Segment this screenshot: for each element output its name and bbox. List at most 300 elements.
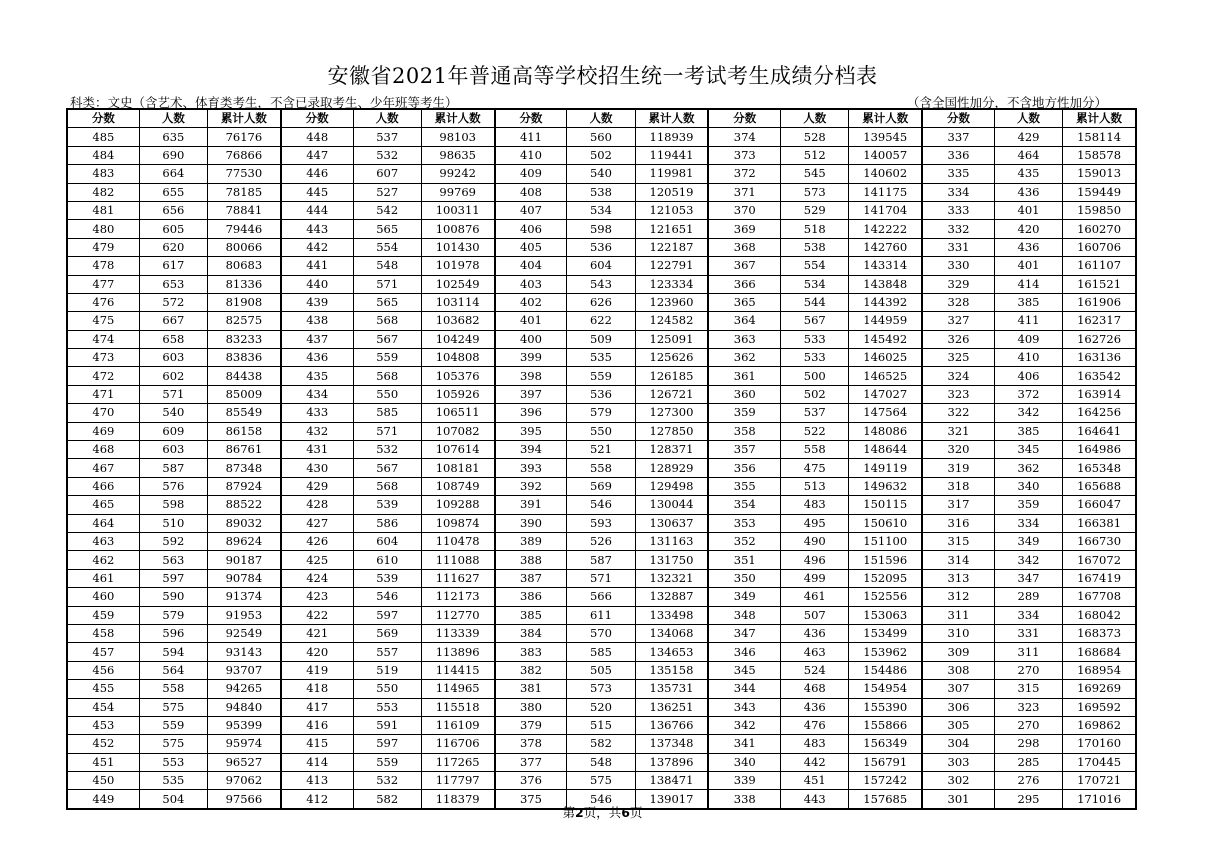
cell-score: 420 bbox=[281, 643, 353, 661]
cell-count: 603 bbox=[139, 349, 207, 367]
cell-cumulative: 81336 bbox=[208, 275, 281, 293]
cell-score: 334 bbox=[922, 183, 994, 201]
cell-cumulative: 116706 bbox=[421, 735, 494, 753]
cell-cumulative: 143848 bbox=[849, 275, 922, 293]
header-count: 人数 bbox=[139, 109, 207, 128]
cell-cumulative: 127300 bbox=[635, 404, 708, 422]
cell-cumulative: 163914 bbox=[1063, 385, 1136, 403]
cell-count: 587 bbox=[567, 551, 635, 569]
header-count: 人数 bbox=[353, 109, 421, 128]
cell-score: 375 bbox=[495, 790, 567, 809]
cell-cumulative: 107614 bbox=[421, 441, 494, 459]
cell-cumulative: 107082 bbox=[421, 422, 494, 440]
cell-cumulative: 159850 bbox=[1063, 201, 1136, 219]
cell-cumulative: 111627 bbox=[421, 569, 494, 587]
cell-count: 285 bbox=[994, 753, 1062, 771]
cell-count: 519 bbox=[353, 661, 421, 679]
cell-count: 593 bbox=[567, 514, 635, 532]
cell-score: 374 bbox=[708, 128, 780, 146]
cell-score: 319 bbox=[922, 459, 994, 477]
cell-count: 546 bbox=[567, 496, 635, 514]
cell-score: 461 bbox=[67, 569, 139, 587]
cell-count: 622 bbox=[567, 312, 635, 330]
cell-score: 365 bbox=[708, 293, 780, 311]
cell-cumulative: 122791 bbox=[635, 257, 708, 275]
cell-count: 323 bbox=[994, 698, 1062, 716]
cell-score: 462 bbox=[67, 551, 139, 569]
cell-cumulative: 138471 bbox=[635, 772, 708, 790]
table-row bbox=[67, 680, 1136, 698]
cell-score: 328 bbox=[922, 293, 994, 311]
cell-cumulative: 125626 bbox=[635, 349, 708, 367]
cell-count: 502 bbox=[567, 146, 635, 164]
cell-cumulative: 142222 bbox=[849, 220, 922, 238]
cell-score: 358 bbox=[708, 422, 780, 440]
cell-cumulative: 93143 bbox=[208, 643, 281, 661]
cell-score: 397 bbox=[495, 385, 567, 403]
table-row bbox=[67, 201, 1136, 219]
cell-cumulative: 137896 bbox=[635, 753, 708, 771]
cell-count: 611 bbox=[567, 606, 635, 624]
cell-score: 401 bbox=[495, 312, 567, 330]
cell-count: 538 bbox=[781, 238, 849, 256]
cell-cumulative: 126721 bbox=[635, 385, 708, 403]
cell-score: 448 bbox=[281, 128, 353, 146]
header-score: 分数 bbox=[281, 109, 353, 128]
table-row bbox=[67, 624, 1136, 642]
cell-count: 436 bbox=[781, 624, 849, 642]
header-count: 人数 bbox=[994, 109, 1062, 128]
cell-count: 529 bbox=[781, 201, 849, 219]
cell-score: 349 bbox=[708, 588, 780, 606]
cell-count: 526 bbox=[567, 532, 635, 550]
cell-cumulative: 83836 bbox=[208, 349, 281, 367]
cell-cumulative: 86761 bbox=[208, 441, 281, 459]
cell-score: 331 bbox=[922, 238, 994, 256]
cell-cumulative: 125091 bbox=[635, 330, 708, 348]
cell-score: 441 bbox=[281, 257, 353, 275]
cell-count: 342 bbox=[994, 551, 1062, 569]
cell-cumulative: 144392 bbox=[849, 293, 922, 311]
cell-cumulative: 78841 bbox=[208, 201, 281, 219]
cell-cumulative: 128371 bbox=[635, 441, 708, 459]
cell-count: 540 bbox=[139, 404, 207, 422]
cell-count: 342 bbox=[994, 404, 1062, 422]
cell-cumulative: 108749 bbox=[421, 477, 494, 495]
cell-count: 565 bbox=[353, 220, 421, 238]
cell-count: 509 bbox=[567, 330, 635, 348]
cell-cumulative: 166381 bbox=[1063, 514, 1136, 532]
cell-score: 323 bbox=[922, 385, 994, 403]
cell-score: 316 bbox=[922, 514, 994, 532]
cell-cumulative: 144959 bbox=[849, 312, 922, 330]
cell-cumulative: 114965 bbox=[421, 680, 494, 698]
cell-count: 276 bbox=[994, 772, 1062, 790]
cell-score: 463 bbox=[67, 532, 139, 550]
cell-score: 413 bbox=[281, 772, 353, 790]
cell-cumulative: 167072 bbox=[1063, 551, 1136, 569]
cell-score: 335 bbox=[922, 165, 994, 183]
cell-score: 438 bbox=[281, 312, 353, 330]
cell-cumulative: 147564 bbox=[849, 404, 922, 422]
cell-count: 451 bbox=[781, 772, 849, 790]
cell-count: 385 bbox=[994, 422, 1062, 440]
cell-cumulative: 114415 bbox=[421, 661, 494, 679]
cell-cumulative: 95974 bbox=[208, 735, 281, 753]
cell-count: 520 bbox=[567, 698, 635, 716]
cell-score: 443 bbox=[281, 220, 353, 238]
cell-score: 354 bbox=[708, 496, 780, 514]
cell-cumulative: 79446 bbox=[208, 220, 281, 238]
cell-cumulative: 129498 bbox=[635, 477, 708, 495]
cell-cumulative: 115518 bbox=[421, 698, 494, 716]
cell-score: 359 bbox=[708, 404, 780, 422]
cell-score: 332 bbox=[922, 220, 994, 238]
cell-score: 379 bbox=[495, 716, 567, 734]
cell-cumulative: 119981 bbox=[635, 165, 708, 183]
cell-cumulative: 169862 bbox=[1063, 716, 1136, 734]
cell-cumulative: 90187 bbox=[208, 551, 281, 569]
cell-cumulative: 91953 bbox=[208, 606, 281, 624]
cell-score: 389 bbox=[495, 532, 567, 550]
cell-count: 532 bbox=[353, 146, 421, 164]
cell-cumulative: 76176 bbox=[208, 128, 281, 146]
cell-cumulative: 103682 bbox=[421, 312, 494, 330]
cell-score: 368 bbox=[708, 238, 780, 256]
cell-count: 568 bbox=[353, 367, 421, 385]
cell-count: 536 bbox=[567, 238, 635, 256]
cell-cumulative: 161906 bbox=[1063, 293, 1136, 311]
cell-count: 521 bbox=[567, 441, 635, 459]
cell-cumulative: 166047 bbox=[1063, 496, 1136, 514]
cell-cumulative: 141704 bbox=[849, 201, 922, 219]
cell-count: 558 bbox=[567, 459, 635, 477]
cell-cumulative: 162726 bbox=[1063, 330, 1136, 348]
cell-count: 553 bbox=[139, 753, 207, 771]
cell-score: 470 bbox=[67, 404, 139, 422]
cell-cumulative: 94265 bbox=[208, 680, 281, 698]
cell-count: 573 bbox=[567, 680, 635, 698]
cell-count: 554 bbox=[353, 238, 421, 256]
table-row bbox=[67, 312, 1136, 330]
cell-cumulative: 82575 bbox=[208, 312, 281, 330]
cell-count: 538 bbox=[567, 183, 635, 201]
cell-score: 367 bbox=[708, 257, 780, 275]
cell-cumulative: 135158 bbox=[635, 661, 708, 679]
table-row bbox=[67, 220, 1136, 238]
cell-count: 524 bbox=[781, 661, 849, 679]
cell-score: 333 bbox=[922, 201, 994, 219]
header-score: 分数 bbox=[922, 109, 994, 128]
cell-count: 483 bbox=[781, 735, 849, 753]
cell-cumulative: 80066 bbox=[208, 238, 281, 256]
cell-score: 434 bbox=[281, 385, 353, 403]
cell-count: 545 bbox=[781, 165, 849, 183]
cell-count: 598 bbox=[567, 220, 635, 238]
cell-score: 307 bbox=[922, 680, 994, 698]
cell-count: 604 bbox=[353, 532, 421, 550]
cell-score: 421 bbox=[281, 624, 353, 642]
header-count: 人数 bbox=[781, 109, 849, 128]
cell-cumulative: 157685 bbox=[849, 790, 922, 809]
cell-cumulative: 100876 bbox=[421, 220, 494, 238]
cell-count: 540 bbox=[567, 165, 635, 183]
cell-count: 591 bbox=[353, 716, 421, 734]
cell-score: 342 bbox=[708, 716, 780, 734]
cell-cumulative: 169269 bbox=[1063, 680, 1136, 698]
cell-cumulative: 145492 bbox=[849, 330, 922, 348]
cell-score: 321 bbox=[922, 422, 994, 440]
cell-cumulative: 76866 bbox=[208, 146, 281, 164]
cell-cumulative: 118379 bbox=[421, 790, 494, 809]
cell-score: 325 bbox=[922, 349, 994, 367]
cell-count: 559 bbox=[353, 753, 421, 771]
cell-score: 395 bbox=[495, 422, 567, 440]
footer-middle: 页，共 bbox=[583, 805, 622, 820]
cell-count: 429 bbox=[994, 128, 1062, 146]
cell-count: 401 bbox=[994, 257, 1062, 275]
cell-count: 565 bbox=[353, 293, 421, 311]
cell-score: 352 bbox=[708, 532, 780, 550]
cell-cumulative: 162317 bbox=[1063, 312, 1136, 330]
cell-cumulative: 130637 bbox=[635, 514, 708, 532]
cell-count: 553 bbox=[353, 698, 421, 716]
header-score: 分数 bbox=[67, 109, 139, 128]
table-row bbox=[67, 735, 1136, 753]
cell-cumulative: 103114 bbox=[421, 293, 494, 311]
cell-count: 442 bbox=[781, 753, 849, 771]
cell-count: 468 bbox=[781, 680, 849, 698]
cell-cumulative: 128929 bbox=[635, 459, 708, 477]
cell-cumulative: 130044 bbox=[635, 496, 708, 514]
cell-count: 420 bbox=[994, 220, 1062, 238]
cell-count: 295 bbox=[994, 790, 1062, 809]
cell-cumulative: 170160 bbox=[1063, 735, 1136, 753]
cell-count: 609 bbox=[139, 422, 207, 440]
cell-count: 570 bbox=[567, 624, 635, 642]
cell-score: 347 bbox=[708, 624, 780, 642]
cell-cumulative: 118939 bbox=[635, 128, 708, 146]
cell-score: 450 bbox=[67, 772, 139, 790]
cell-cumulative: 168373 bbox=[1063, 624, 1136, 642]
cell-score: 396 bbox=[495, 404, 567, 422]
cell-score: 360 bbox=[708, 385, 780, 403]
cell-cumulative: 167708 bbox=[1063, 588, 1136, 606]
cell-score: 353 bbox=[708, 514, 780, 532]
table-row bbox=[67, 753, 1136, 771]
cell-count: 539 bbox=[353, 496, 421, 514]
cell-score: 452 bbox=[67, 735, 139, 753]
header-cumulative: 累计人数 bbox=[849, 109, 922, 128]
cell-score: 455 bbox=[67, 680, 139, 698]
cell-count: 500 bbox=[781, 367, 849, 385]
cell-score: 301 bbox=[922, 790, 994, 809]
cell-count: 542 bbox=[353, 201, 421, 219]
cell-cumulative: 106511 bbox=[421, 404, 494, 422]
cell-count: 568 bbox=[353, 312, 421, 330]
table-row bbox=[67, 128, 1136, 146]
cell-cumulative: 131750 bbox=[635, 551, 708, 569]
cell-score: 426 bbox=[281, 532, 353, 550]
cell-count: 533 bbox=[781, 349, 849, 367]
cell-count: 585 bbox=[353, 404, 421, 422]
cell-cumulative: 85549 bbox=[208, 404, 281, 422]
cell-score: 437 bbox=[281, 330, 353, 348]
cell-count: 573 bbox=[781, 183, 849, 201]
cell-count: 546 bbox=[567, 790, 635, 809]
cell-count: 475 bbox=[781, 459, 849, 477]
cell-count: 483 bbox=[781, 496, 849, 514]
cell-count: 559 bbox=[567, 367, 635, 385]
cell-count: 598 bbox=[139, 496, 207, 514]
header-score: 分数 bbox=[495, 109, 567, 128]
cell-cumulative: 152556 bbox=[849, 588, 922, 606]
cell-count: 558 bbox=[139, 680, 207, 698]
cell-count: 567 bbox=[353, 330, 421, 348]
cell-count: 576 bbox=[139, 477, 207, 495]
cell-score: 432 bbox=[281, 422, 353, 440]
cell-score: 444 bbox=[281, 201, 353, 219]
cell-score: 393 bbox=[495, 459, 567, 477]
cell-score: 394 bbox=[495, 441, 567, 459]
cell-score: 351 bbox=[708, 551, 780, 569]
cell-score: 464 bbox=[67, 514, 139, 532]
cell-count: 499 bbox=[781, 569, 849, 587]
cell-cumulative: 152095 bbox=[849, 569, 922, 587]
cell-score: 447 bbox=[281, 146, 353, 164]
cell-cumulative: 86158 bbox=[208, 422, 281, 440]
cell-cumulative: 154954 bbox=[849, 680, 922, 698]
cell-score: 315 bbox=[922, 532, 994, 550]
cell-score: 433 bbox=[281, 404, 353, 422]
table-row bbox=[67, 588, 1136, 606]
cell-score: 376 bbox=[495, 772, 567, 790]
cell-cumulative: 166730 bbox=[1063, 532, 1136, 550]
cell-cumulative: 149632 bbox=[849, 477, 922, 495]
cell-cumulative: 97062 bbox=[208, 772, 281, 790]
cell-count: 590 bbox=[139, 588, 207, 606]
table-row bbox=[67, 165, 1136, 183]
cell-score: 423 bbox=[281, 588, 353, 606]
cell-cumulative: 121053 bbox=[635, 201, 708, 219]
cell-score: 305 bbox=[922, 716, 994, 734]
cell-count: 463 bbox=[781, 643, 849, 661]
cell-score: 471 bbox=[67, 385, 139, 403]
cell-count: 571 bbox=[353, 275, 421, 293]
cell-score: 410 bbox=[495, 146, 567, 164]
cell-cumulative: 139545 bbox=[849, 128, 922, 146]
cell-count: 532 bbox=[353, 772, 421, 790]
cell-cumulative: 148086 bbox=[849, 422, 922, 440]
cell-count: 617 bbox=[139, 257, 207, 275]
cell-score: 318 bbox=[922, 477, 994, 495]
cell-count: 534 bbox=[567, 201, 635, 219]
cell-cumulative: 95399 bbox=[208, 716, 281, 734]
cell-cumulative: 142760 bbox=[849, 238, 922, 256]
cell-count: 571 bbox=[139, 385, 207, 403]
cell-count: 557 bbox=[353, 643, 421, 661]
cell-score: 417 bbox=[281, 698, 353, 716]
table-row bbox=[67, 293, 1136, 311]
table-row bbox=[67, 606, 1136, 624]
cell-cumulative: 134653 bbox=[635, 643, 708, 661]
table-row bbox=[67, 183, 1136, 201]
cell-score: 306 bbox=[922, 698, 994, 716]
cell-cumulative: 163542 bbox=[1063, 367, 1136, 385]
cell-score: 364 bbox=[708, 312, 780, 330]
cell-count: 550 bbox=[353, 680, 421, 698]
cell-score: 422 bbox=[281, 606, 353, 624]
cell-count: 571 bbox=[567, 569, 635, 587]
cell-cumulative: 89624 bbox=[208, 532, 281, 550]
cell-count: 347 bbox=[994, 569, 1062, 587]
cell-score: 387 bbox=[495, 569, 567, 587]
cell-score: 409 bbox=[495, 165, 567, 183]
cell-count: 522 bbox=[781, 422, 849, 440]
cell-count: 575 bbox=[139, 735, 207, 753]
cell-score: 327 bbox=[922, 312, 994, 330]
cell-score: 467 bbox=[67, 459, 139, 477]
cell-count: 597 bbox=[353, 735, 421, 753]
cell-cumulative: 109874 bbox=[421, 514, 494, 532]
cell-cumulative: 117797 bbox=[421, 772, 494, 790]
cell-score: 436 bbox=[281, 349, 353, 367]
cell-count: 569 bbox=[353, 624, 421, 642]
cell-score: 453 bbox=[67, 716, 139, 734]
cell-cumulative: 101978 bbox=[421, 257, 494, 275]
cell-cumulative: 148644 bbox=[849, 441, 922, 459]
cell-cumulative: 168684 bbox=[1063, 643, 1136, 661]
cell-cumulative: 171016 bbox=[1063, 790, 1136, 809]
cell-count: 563 bbox=[139, 551, 207, 569]
cell-score: 341 bbox=[708, 735, 780, 753]
table-row bbox=[67, 367, 1136, 385]
cell-cumulative: 133498 bbox=[635, 606, 708, 624]
cell-count: 546 bbox=[353, 588, 421, 606]
cell-score: 425 bbox=[281, 551, 353, 569]
cell-score: 478 bbox=[67, 257, 139, 275]
cell-score: 385 bbox=[495, 606, 567, 624]
cell-count: 349 bbox=[994, 532, 1062, 550]
cell-cumulative: 94840 bbox=[208, 698, 281, 716]
cell-cumulative: 93707 bbox=[208, 661, 281, 679]
cell-count: 653 bbox=[139, 275, 207, 293]
cell-count: 539 bbox=[353, 569, 421, 587]
cell-score: 435 bbox=[281, 367, 353, 385]
cell-score: 476 bbox=[67, 293, 139, 311]
cell-cumulative: 88522 bbox=[208, 496, 281, 514]
cell-cumulative: 127850 bbox=[635, 422, 708, 440]
table-row bbox=[67, 477, 1136, 495]
cell-count: 582 bbox=[353, 790, 421, 809]
cell-count: 515 bbox=[567, 716, 635, 734]
table-row bbox=[67, 146, 1136, 164]
cell-cumulative: 81908 bbox=[208, 293, 281, 311]
page-footer bbox=[0, 803, 1205, 821]
cell-count: 635 bbox=[139, 128, 207, 146]
cell-count: 510 bbox=[139, 514, 207, 532]
cell-count: 566 bbox=[567, 588, 635, 606]
cell-count: 298 bbox=[994, 735, 1062, 753]
cell-cumulative: 169592 bbox=[1063, 698, 1136, 716]
cell-cumulative: 98103 bbox=[421, 128, 494, 146]
cell-count: 690 bbox=[139, 146, 207, 164]
cell-score: 403 bbox=[495, 275, 567, 293]
cell-count: 548 bbox=[567, 753, 635, 771]
cell-score: 309 bbox=[922, 643, 994, 661]
cell-score: 336 bbox=[922, 146, 994, 164]
cell-count: 597 bbox=[139, 569, 207, 587]
